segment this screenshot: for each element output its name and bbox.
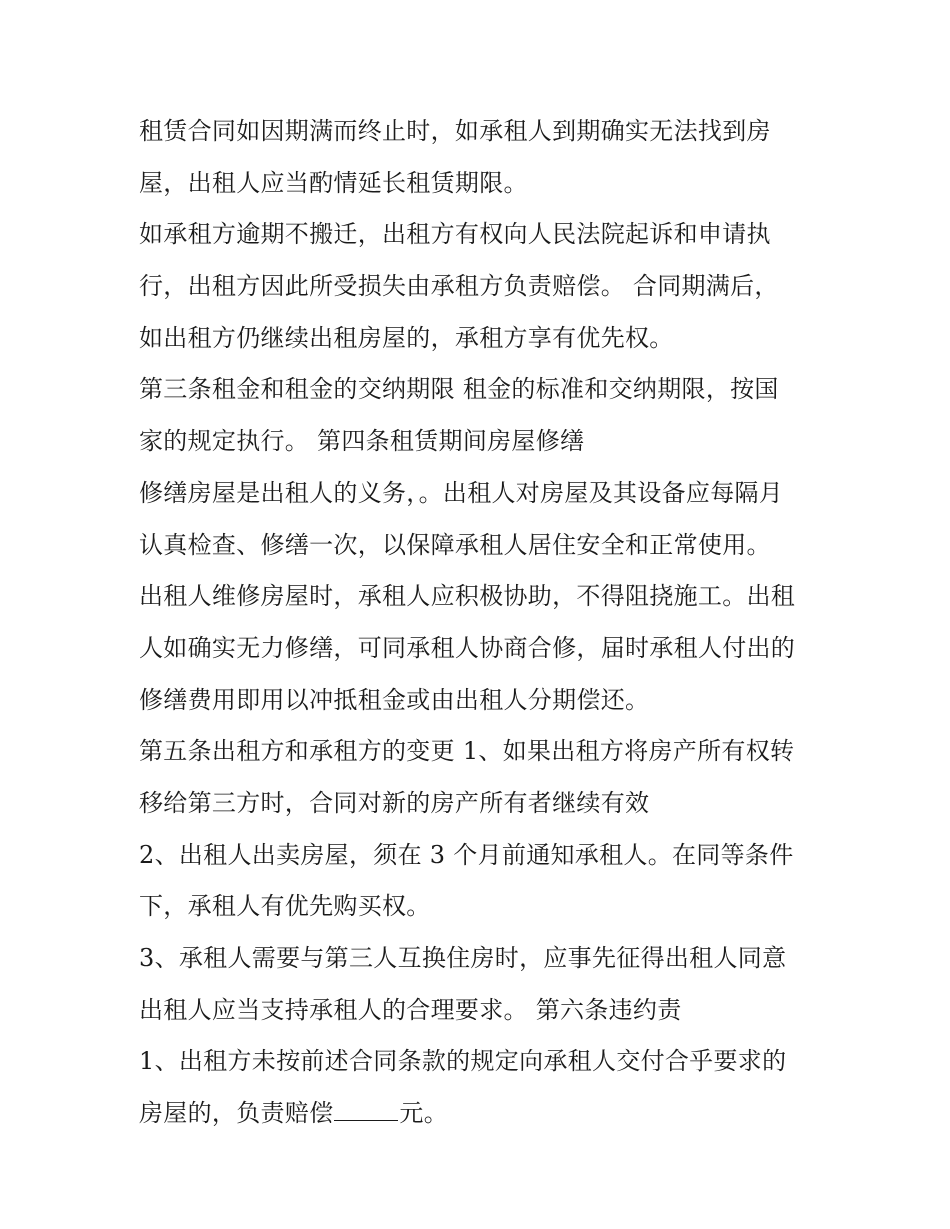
text-line: 出租人维修房屋时，承租人应积极协助，不得阻挠施工。出租	[139, 582, 796, 611]
text-line: 租赁合同如因期满而终止时，如承租人到期确实无法找到房	[139, 117, 771, 145]
text-line-last	[139, 1088, 829, 1140]
text-line: 第五条出租方和承租方的变更 1、如果出租方将房产所有权转	[139, 737, 795, 766]
text-line: 出租人应当支持承租人的合理要求。 第六条违约责	[139, 995, 682, 1024]
text-line: 第三条租金和租金的交纳期限 租金的标准和交纳期限，按国	[139, 375, 779, 404]
compensation-text: 房屋的，负责赔偿	[139, 1099, 334, 1128]
text-line: 行，出租方因此所受损失由承租方负责赔偿。 合同期满后，	[139, 272, 779, 301]
text-line: 屋，出租人应当酌情延长租赁期限。	[139, 168, 528, 197]
text-line: 人如确实无力修缮，可同承租人协商合修，届时承租人付出的	[139, 633, 796, 662]
compensation-amount-blank	[334, 1098, 398, 1121]
compensation-unit: 元。	[399, 1099, 449, 1128]
text-line: 修缮费用即用以冲抵租金或由出租人分期偿还。	[139, 685, 650, 714]
text-line: 1、出租方未按前述合同条款的规定向承租人交付合乎要求的	[139, 1047, 787, 1076]
text-line: 如出租方仍继续出租房屋的，承租方享有优先权。	[139, 323, 674, 352]
text-line: 下，承租人有优先购买权。	[139, 892, 431, 921]
text-line: 认真检查、修缮一次，以保障承租人居住安全和正常使用。	[139, 530, 771, 559]
text-line: 如承租方逾期不搬迁，出租方有权向人民法院起诉和申请执	[139, 220, 771, 249]
document-body	[139, 106, 829, 1140]
text-line: 家的规定执行。 第四条租赁期间房屋修缮	[139, 427, 585, 456]
text-line: 移给第三方时，合同对新的房产所有者继续有效	[139, 788, 650, 817]
text-line: 修缮房屋是出租人的义务，。出租人对房屋及其设备应每隔月	[139, 478, 784, 507]
text-line: 3、承租人需要与第三人互换住房时，应事先征得出租人同意	[139, 944, 787, 972]
text-line: 2、出租人出卖房屋，须在 3 个月前通知承租人。在同等条件	[139, 840, 794, 869]
